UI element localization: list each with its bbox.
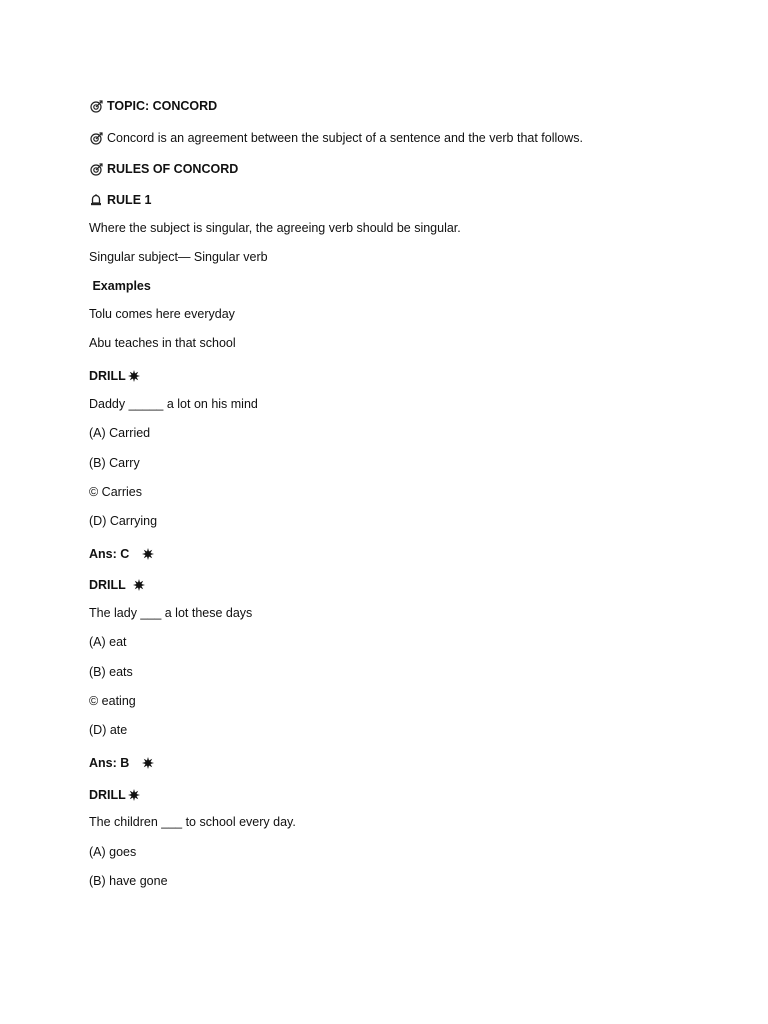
drill-label: DRILL (89, 369, 126, 383)
rule1-title-line (89, 192, 151, 208)
drill-question: The lady ___ a lot these days (89, 606, 253, 620)
target-arrow-icon (89, 162, 103, 176)
starburst-icon (141, 547, 155, 561)
example-item: Tolu comes here everyday (89, 307, 235, 321)
drill-label: DRILL (89, 578, 126, 592)
drill-answer: Ans: B (89, 756, 130, 770)
drill-label: DRILL (89, 788, 126, 802)
rules-heading: RULES OF CONCORD (107, 162, 239, 176)
drill-question: Daddy _____ a lot on his mind (89, 397, 258, 411)
topic-heading-line (89, 98, 217, 114)
starburst-icon (127, 369, 141, 383)
drill-heading (89, 368, 141, 384)
drill-option: © eating (89, 694, 136, 708)
drill-option: (D) ate (89, 723, 128, 737)
drill-option: (D) Carrying (89, 514, 158, 528)
topic-heading: TOPIC: CONCORD (107, 99, 218, 113)
siren-icon (89, 193, 103, 207)
definition-text: Concord is an agreement between the subject of a sentence and the verb that follows. (107, 131, 583, 145)
examples-label: Examples (89, 279, 151, 293)
drill-option: (B) have gone (89, 874, 168, 888)
drill-option: (A) Carried (89, 426, 151, 440)
drill-option: (A) goes (89, 845, 137, 859)
drill-option: (B) eats (89, 665, 133, 679)
starburst-icon (141, 756, 155, 770)
drill-option: (B) Carry (89, 456, 140, 470)
rule1-formula: Singular subject— Singular verb (89, 250, 268, 264)
target-arrow-icon (89, 131, 103, 145)
target-arrow-icon (89, 99, 103, 113)
drill-option: © Carries (89, 485, 142, 499)
drill-answer: Ans: C (89, 547, 130, 561)
drill-answer-line (89, 546, 155, 562)
drill-question: The children ___ to school every day. (89, 815, 296, 829)
rules-heading-line (89, 161, 238, 177)
drill-option: (A) eat (89, 635, 127, 649)
starburst-icon (127, 788, 141, 802)
starburst-icon (132, 578, 146, 592)
drill-heading (89, 577, 146, 593)
rule1-statement: Where the subject is singular, the agreeing verb should be singular. (89, 221, 461, 235)
rule1-title: RULE 1 (107, 193, 152, 207)
definition-line (89, 130, 583, 146)
drill-heading (89, 787, 141, 803)
drill-answer-line (89, 755, 155, 771)
example-item: Abu teaches in that school (89, 336, 236, 350)
